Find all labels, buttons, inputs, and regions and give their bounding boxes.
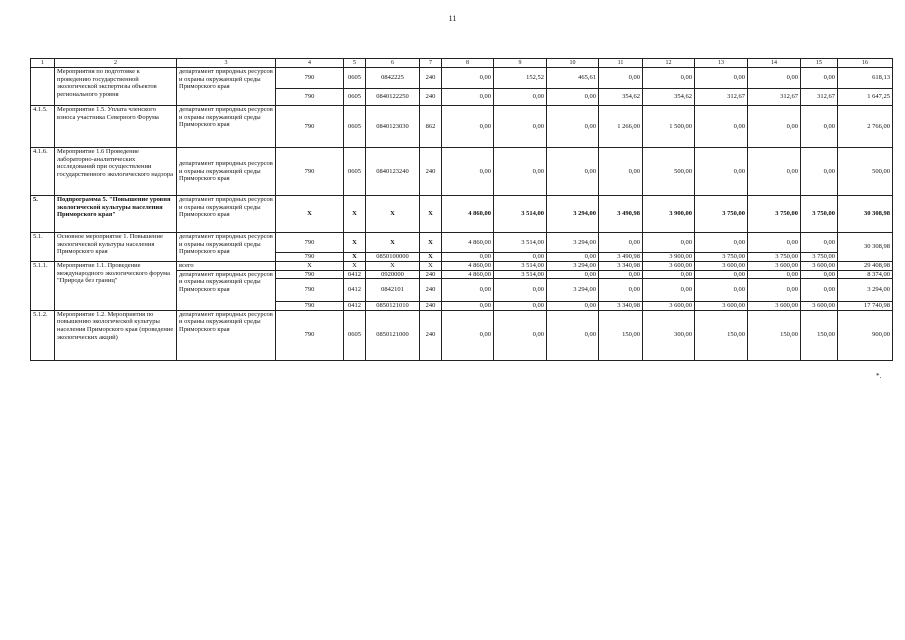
cell: 3 750,00 xyxy=(748,196,801,233)
cell: 3 600,00 xyxy=(695,302,748,311)
cell: 240 xyxy=(420,279,442,302)
cell: 1 647,25 xyxy=(838,89,893,106)
cell: 0,00 xyxy=(801,68,838,89)
cell: 0,00 xyxy=(695,270,748,279)
cell: 0,00 xyxy=(547,106,599,148)
cell: 0,00 xyxy=(494,89,547,106)
cell: 0,00 xyxy=(547,310,599,360)
cell: 0,00 xyxy=(442,253,494,262)
cell: 150,00 xyxy=(801,310,838,360)
cell: 3 294,00 xyxy=(547,279,599,302)
cell: 3 750,00 xyxy=(695,253,748,262)
cell: 0605 xyxy=(344,68,366,89)
cell: 3 514,00 xyxy=(494,270,547,279)
header-cell: 4 xyxy=(276,59,344,68)
cell: 152,52 xyxy=(494,68,547,89)
cell: 0,00 xyxy=(695,106,748,148)
cell: 0,00 xyxy=(494,310,547,360)
cell: X xyxy=(420,196,442,233)
cell: 790 xyxy=(276,279,344,302)
cell: 3 514,00 xyxy=(494,262,547,271)
header-cell: 3 xyxy=(177,59,276,68)
cell: 240 xyxy=(420,148,442,196)
cell: 4 860,00 xyxy=(442,233,494,253)
cell: 30 308,98 xyxy=(838,196,893,233)
cell-total: 30 308,98 xyxy=(838,233,893,262)
row-all-label: всего xyxy=(177,262,276,271)
row-dept: департамент природных ресурсов и охраны окружающей среды Приморского края xyxy=(177,233,276,262)
cell: 0605 xyxy=(344,148,366,196)
cell: 0605 xyxy=(344,89,366,106)
header-cell: 1 xyxy=(31,59,55,68)
cell: 0,00 xyxy=(748,279,801,302)
cell: 790 xyxy=(276,253,344,262)
row-name: Мероприятие 1.2. Мероприятия по повышению экологической культуры населения Приморского края (проведение экологических акций) xyxy=(55,310,177,360)
cell: 0,00 xyxy=(748,148,801,196)
header-cell: 2 xyxy=(55,59,177,68)
table-row xyxy=(31,262,893,271)
row-code: 5.1.1. xyxy=(31,262,55,311)
row-dept: департамент природных ресурсов и охраны окружающей среды Приморского края xyxy=(177,148,276,196)
cell: 0,00 xyxy=(801,279,838,302)
cell: 0,00 xyxy=(599,233,643,253)
cell: 8 374,00 xyxy=(838,270,893,279)
row-name: Подпрограмма 5. "Повышение уровня экологической культуры населения Приморского края" xyxy=(55,196,177,233)
cell: 0,00 xyxy=(643,68,695,89)
cell: 3 294,00 xyxy=(838,279,893,302)
cell: 0,00 xyxy=(695,68,748,89)
cell: 790 xyxy=(276,89,344,106)
cell: X xyxy=(276,262,344,271)
cell: 0605 xyxy=(344,106,366,148)
cell: 3 294,00 xyxy=(547,262,599,271)
row-code: 5.1. xyxy=(31,233,55,262)
table-row xyxy=(31,148,893,196)
cell: 790 xyxy=(276,310,344,360)
budget-table-container xyxy=(30,58,893,361)
cell: 3 600,00 xyxy=(643,302,695,311)
cell: 0,00 xyxy=(442,310,494,360)
cell: 3 514,00 xyxy=(494,233,547,253)
cell: 3 900,00 xyxy=(643,253,695,262)
cell: 790 xyxy=(276,302,344,311)
cell: 790 xyxy=(276,270,344,279)
cell: 150,00 xyxy=(695,310,748,360)
cell: 0,00 xyxy=(643,279,695,302)
cell: 3 600,00 xyxy=(801,262,838,271)
cell: 0,00 xyxy=(695,233,748,253)
cell: 0412 xyxy=(344,279,366,302)
cell: 0,00 xyxy=(547,270,599,279)
header-cell: 8 xyxy=(442,59,494,68)
row-code: 4.1.5. xyxy=(31,106,55,148)
cell: 3 750,00 xyxy=(801,253,838,262)
cell: 240 xyxy=(420,310,442,360)
cell: 3 750,00 xyxy=(695,196,748,233)
row-code: 5. xyxy=(31,196,55,233)
table-row xyxy=(31,310,893,360)
row-name: Основное мероприятие 1. Повышение экологической культуры населения Приморского края xyxy=(55,233,177,262)
cell: 0,00 xyxy=(801,233,838,253)
cell: X xyxy=(344,233,366,253)
cell: 900,00 xyxy=(838,310,893,360)
cell: 354,62 xyxy=(643,89,695,106)
cell: 3 750,00 xyxy=(748,253,801,262)
cell: 1 266,00 xyxy=(599,106,643,148)
cell: 0,00 xyxy=(599,68,643,89)
table-row xyxy=(31,233,893,253)
cell: 790 xyxy=(276,106,344,148)
cell: 4 860,00 xyxy=(442,196,494,233)
cell: 0850121010 xyxy=(366,302,420,311)
cell: 0,00 xyxy=(547,89,599,106)
cell: 150,00 xyxy=(599,310,643,360)
cell: X xyxy=(344,253,366,262)
cell: 0,00 xyxy=(547,148,599,196)
cell: 4 860,00 xyxy=(442,270,494,279)
cell: 3 340,98 xyxy=(599,262,643,271)
cell: 0,00 xyxy=(748,270,801,279)
header-row xyxy=(31,59,893,68)
cell: 0,00 xyxy=(748,233,801,253)
cell: 312,67 xyxy=(695,89,748,106)
cell: X xyxy=(366,233,420,253)
cell: 3 900,00 xyxy=(643,196,695,233)
header-cell: 12 xyxy=(643,59,695,68)
cell: X xyxy=(420,262,442,271)
cell: 0,00 xyxy=(643,270,695,279)
cell: 1 500,00 xyxy=(643,106,695,148)
cell: 0,00 xyxy=(695,279,748,302)
cell: 0920000 xyxy=(366,270,420,279)
cell: 862 xyxy=(420,106,442,148)
cell: 4 860,00 xyxy=(442,262,494,271)
cell: 0850121000 xyxy=(366,310,420,360)
header-cell: 10 xyxy=(547,59,599,68)
cell: 0,00 xyxy=(547,302,599,311)
cell: 240 xyxy=(420,270,442,279)
cell: 240 xyxy=(420,68,442,89)
cell: 3 600,00 xyxy=(748,302,801,311)
cell: 29 408,98 xyxy=(838,262,893,271)
row-code: 4.1.6. xyxy=(31,148,55,196)
cell: X xyxy=(344,196,366,233)
row-dept: департамент природных ресурсов и охраны окружающей среды Приморского края xyxy=(177,196,276,233)
budget-table xyxy=(30,58,893,361)
cell: 500,00 xyxy=(838,148,893,196)
header-cell: 7 xyxy=(420,59,442,68)
header-cell: 15 xyxy=(801,59,838,68)
cell: 0840122250 xyxy=(366,89,420,106)
cell: 0,00 xyxy=(442,106,494,148)
cell: 0605 xyxy=(344,310,366,360)
cell: 0,00 xyxy=(494,279,547,302)
cell: 150,00 xyxy=(748,310,801,360)
header-cell: 6 xyxy=(366,59,420,68)
cell: 3 600,00 xyxy=(748,262,801,271)
table-row xyxy=(31,68,893,89)
table-row xyxy=(31,106,893,148)
cell: 0,00 xyxy=(801,148,838,196)
cell: 0,00 xyxy=(599,148,643,196)
cell: 618,13 xyxy=(838,68,893,89)
header-cell: 5 xyxy=(344,59,366,68)
cell: 0,00 xyxy=(494,148,547,196)
cell: 0,00 xyxy=(494,106,547,148)
cell: 0,00 xyxy=(643,233,695,253)
row-dept: департамент природных ресурсов и охраны окружающей среды Приморского края xyxy=(177,270,276,310)
cell: 0,00 xyxy=(494,253,547,262)
row-name: Мероприятия по подготовке к проведению государственной экологической экспертизы объектов регионального уровня xyxy=(55,68,177,106)
cell: 0,00 xyxy=(695,148,748,196)
cell: 0,00 xyxy=(442,148,494,196)
cell: X xyxy=(366,262,420,271)
cell: 0,00 xyxy=(547,253,599,262)
cell: 0,00 xyxy=(748,68,801,89)
row-dept: департамент природных ресурсов и охраны окружающей среды Приморского края xyxy=(177,68,276,106)
cell: X xyxy=(420,233,442,253)
cell: 0,00 xyxy=(801,270,838,279)
header-cell: 11 xyxy=(599,59,643,68)
row-code: 5.1.2. xyxy=(31,310,55,360)
cell: 500,00 xyxy=(643,148,695,196)
cell: X xyxy=(276,196,344,233)
header-cell: 13 xyxy=(695,59,748,68)
row-name: Мероприятие 1.6 Проведение лабораторно-аналитических исследований при осуществлении государственного экологического надзора xyxy=(55,148,177,196)
row-code xyxy=(31,68,55,106)
cell: 0,00 xyxy=(599,270,643,279)
cell: 790 xyxy=(276,148,344,196)
cell: 3 600,00 xyxy=(695,262,748,271)
cell: 3 294,00 xyxy=(547,233,599,253)
cell: 465,61 xyxy=(547,68,599,89)
cell: 3 750,00 xyxy=(801,196,838,233)
row-dept: департамент природных ресурсов и охраны окружающей среды Приморского края xyxy=(177,106,276,148)
header-cell: 16 xyxy=(838,59,893,68)
cell: 3 490,98 xyxy=(599,196,643,233)
cell: 0,00 xyxy=(599,279,643,302)
row-name: Мероприятие 1.5. Уплата членского взноса участника Северного Форума xyxy=(55,106,177,148)
cell: 0,00 xyxy=(442,68,494,89)
cell: 312,67 xyxy=(801,89,838,106)
header-cell: 14 xyxy=(748,59,801,68)
cell: 0,00 xyxy=(442,89,494,106)
cell: 0,00 xyxy=(494,302,547,311)
page-number: 11 xyxy=(448,14,457,23)
cell: 3 340,98 xyxy=(599,302,643,311)
cell: 300,00 xyxy=(643,310,695,360)
cell: 0850100000 xyxy=(366,253,420,262)
cell: 0,00 xyxy=(748,106,801,148)
cell: X xyxy=(420,253,442,262)
cell: 3 514,00 xyxy=(494,196,547,233)
cell: 354,62 xyxy=(599,89,643,106)
cell: 240 xyxy=(420,89,442,106)
cell: 3 294,00 xyxy=(547,196,599,233)
cell: 3 600,00 xyxy=(801,302,838,311)
cell: 0840123030 xyxy=(366,106,420,148)
corner-mark: *. xyxy=(876,372,882,380)
cell: 0,00 xyxy=(442,302,494,311)
cell: 0412 xyxy=(344,302,366,311)
cell: 0412 xyxy=(344,270,366,279)
cell: 3 600,00 xyxy=(643,262,695,271)
cell: 0,00 xyxy=(442,279,494,302)
cell: 3 490,98 xyxy=(599,253,643,262)
cell: 240 xyxy=(420,302,442,311)
cell: 0,00 xyxy=(801,106,838,148)
row-name: Мероприятие 1.1. Проведение международного экологического форума "Природа без границ" xyxy=(55,262,177,311)
cell: 0842101 xyxy=(366,279,420,302)
cell: 0842225 xyxy=(366,68,420,89)
cell: 0840123240 xyxy=(366,148,420,196)
cell: 2 766,00 xyxy=(838,106,893,148)
cell: X xyxy=(344,262,366,271)
cell: 790 xyxy=(276,68,344,89)
cell: 790 xyxy=(276,233,344,253)
cell: X xyxy=(366,196,420,233)
cell: 312,67 xyxy=(748,89,801,106)
header-cell: 9 xyxy=(494,59,547,68)
table-row xyxy=(31,196,893,233)
cell: 17 740,98 xyxy=(838,302,893,311)
row-dept: департамент природных ресурсов и охраны окружающей среды Приморского края xyxy=(177,310,276,360)
